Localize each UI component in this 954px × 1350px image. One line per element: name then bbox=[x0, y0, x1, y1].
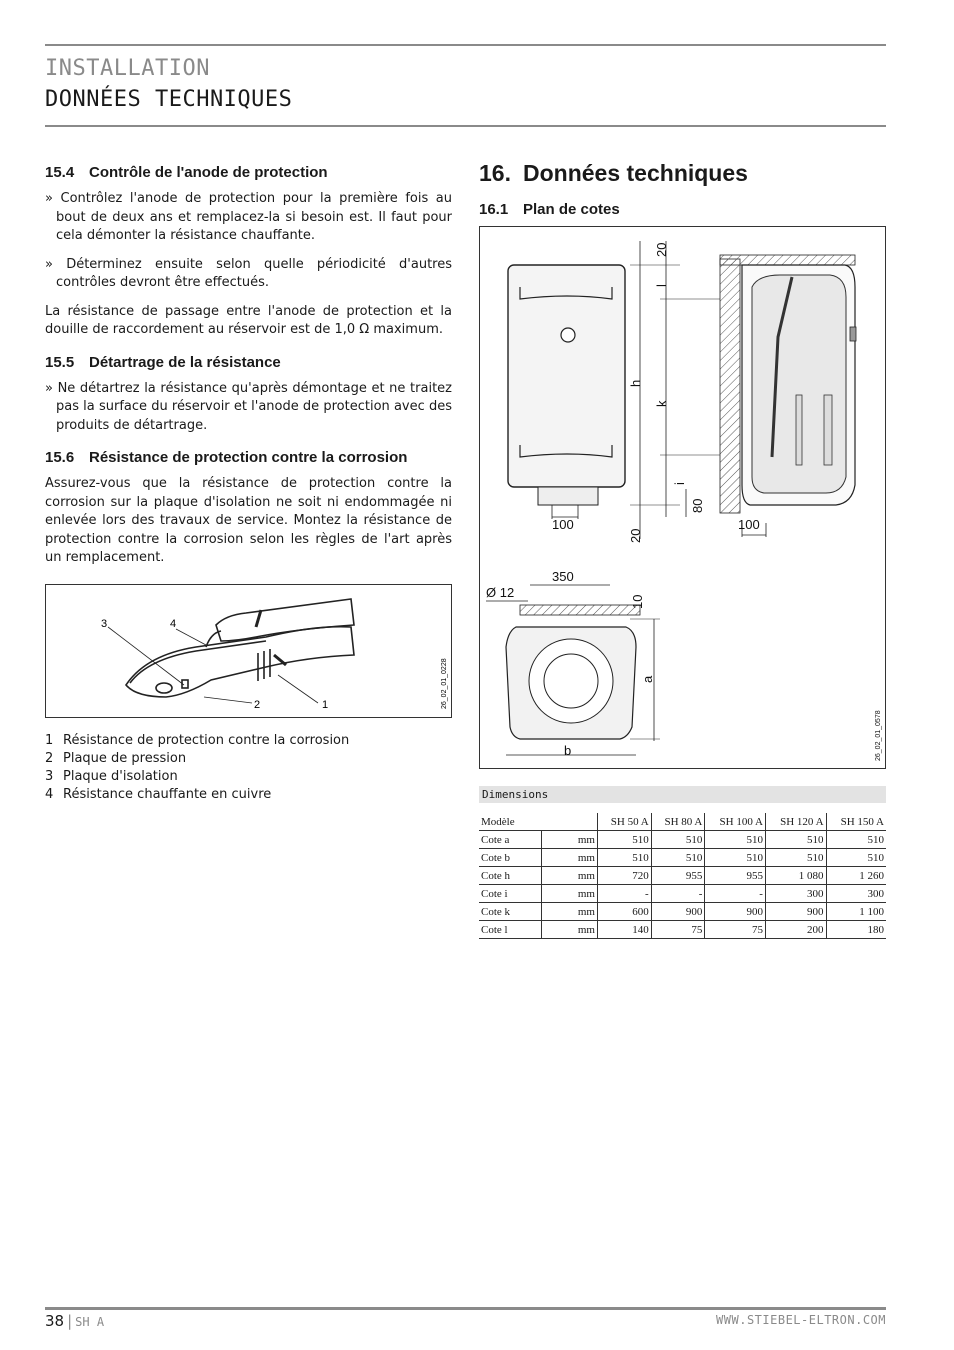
dim-h: h bbox=[628, 379, 643, 387]
dim-100-left: 100 bbox=[552, 517, 574, 532]
heading-15-4: 15.4 Contrôle de l'anode de protection bbox=[45, 164, 328, 181]
dim-k: k bbox=[654, 400, 669, 407]
fig-label-1: 1 bbox=[322, 698, 329, 711]
left-column bbox=[45, 164, 452, 804]
dim-100-right: 100 bbox=[738, 517, 760, 532]
right-column bbox=[479, 160, 886, 939]
dim-a: a bbox=[640, 675, 655, 683]
figure-anode-resistance bbox=[45, 584, 452, 718]
dim-diameter-12: Ø 12 bbox=[486, 585, 515, 600]
legend-item: 2 Plaque de pression bbox=[45, 750, 187, 766]
header-rule-bottom bbox=[45, 125, 886, 127]
dim-l: l bbox=[654, 284, 669, 287]
thermostat-dial-icon bbox=[561, 328, 575, 342]
dim-20-top: 20 bbox=[654, 242, 669, 257]
table-row: Cote k mm 600 900 900 900 1 100 bbox=[479, 903, 886, 921]
paragraph: La résistance de passage entre l'anode de protection et la douille de raccordement au réservoir est de 1,0 Ω maximum. bbox=[45, 303, 452, 337]
table-row: Cote h mm 720 955 955 1 080 1 260 bbox=[479, 867, 886, 885]
table-caption: Dimensions bbox=[479, 786, 886, 803]
dim-350: 350 bbox=[552, 569, 574, 584]
table-row: Cote l mm 140 75 75 200 180 bbox=[479, 921, 886, 939]
table-header-row: Modèle SH 50 A SH 80 A SH 100 A SH 120 A SH 150 A bbox=[479, 813, 886, 831]
dim-i: i bbox=[672, 482, 687, 485]
fig-label-3: 3 bbox=[101, 617, 108, 630]
header-subsection: DONNÉES TECHNIQUES bbox=[45, 87, 293, 112]
dimension-drawing-svg bbox=[480, 227, 885, 768]
dim-20-bottom: 20 bbox=[628, 528, 643, 543]
dimensions-table bbox=[479, 813, 886, 939]
bullet-item: » Déterminez ensuite selon quelle périodicité d'autres contrôles devront être effectués. bbox=[45, 256, 452, 290]
heading-16-1: 16.1 Plan de cotes bbox=[479, 201, 620, 218]
header-section: INSTALLATION bbox=[45, 56, 210, 81]
figure-legend bbox=[45, 732, 452, 804]
table-row: Cote b mm 510 510 510 510 510 bbox=[479, 849, 886, 867]
dim-b: b bbox=[564, 743, 572, 758]
heading-16: 16. Données techniques bbox=[479, 160, 748, 186]
page-number: 38 bbox=[45, 1312, 65, 1330]
legend-item: 4 Résistance chauffante en cuivre bbox=[45, 786, 272, 802]
fig-label-4: 4 bbox=[170, 617, 177, 630]
bullet-item: » Ne détartrez la résistance qu'après démontage et ne traitez pas la surface du réservoir et l'anode de protection avec des produits de détartrage. bbox=[45, 380, 452, 433]
footer-page-info: 38 | SH A bbox=[45, 1312, 105, 1330]
figure-code: 26_02_01_0228 bbox=[441, 657, 448, 709]
drawing-code: 26_02_01_0578 bbox=[875, 710, 882, 761]
table-row: Cote a mm 510 510 510 510 510 bbox=[479, 831, 886, 849]
dimension-drawing bbox=[479, 226, 886, 769]
table-row: Cote i mm - - - 300 300 bbox=[479, 885, 886, 903]
legend-item: 3 Plaque d'isolation bbox=[45, 768, 178, 784]
paragraph: Assurez-vous que la résistance de protection contre la corrosion sur la plaque d'isolation ne soit ni endommagée ni enlevée lors des travaux de service. Montez la résistance de protection contre la corrosion selon les règles de l'art après un remplacement. bbox=[45, 476, 452, 565]
footer-rule bbox=[45, 1307, 886, 1310]
anode-resistance-illustration bbox=[46, 585, 451, 717]
heading-15-5: 15.5 Détartrage de la résistance bbox=[45, 353, 281, 371]
fig-label-2: 2 bbox=[254, 698, 261, 711]
bullet-item: » Contrôlez l'anode de protection pour la première fois au bout de deux ans et remplacez-la si besoin est. Il faut pour cela démonter la résistance chauffante. bbox=[45, 191, 452, 243]
legend-item: 1 Résistance de protection contre la corrosion bbox=[45, 732, 350, 748]
wall-hatch bbox=[720, 259, 740, 513]
header-rule-top bbox=[45, 44, 886, 46]
footer-url: WWW.STIEBEL-ELTRON.COM bbox=[716, 1313, 886, 1327]
heading-15-6: 15.6 Résistance de protection contre la corrosion bbox=[45, 449, 408, 466]
model-name: SH A bbox=[75, 1315, 105, 1329]
dim-80: 80 bbox=[690, 498, 705, 513]
dim-10: 10 bbox=[630, 594, 645, 609]
